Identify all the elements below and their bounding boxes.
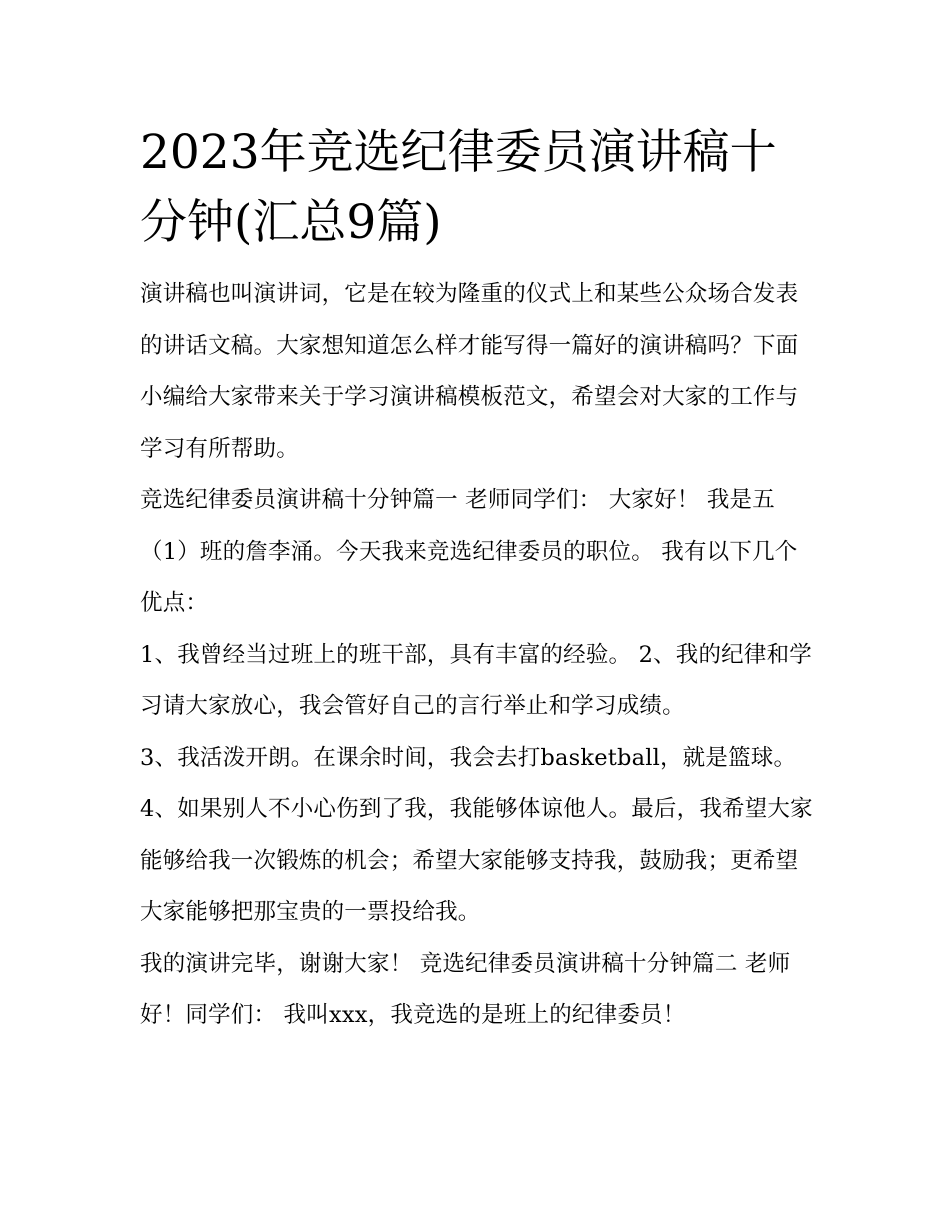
paragraph-intro: 演讲稿也叫演讲词，它是在较为隆重的仪式上和某些公众场合发表的讲话文稿。大家想知道怎么样才能写得一篇好的演讲稿吗？下面小编给大家带来关于学习演讲稿模板范文，希望会对大家的工作与学习有所帮助。 — [140, 281, 799, 462]
paragraph-speech-one-opening: 竞选纪律委员演讲稿十分钟篇一 老师同学们： 大家好！ 我是五（1）班的詹李涌。今天我来竞选纪律委员的职位。 我有以下几个优点： — [140, 487, 798, 616]
paragraph-point-4: 4、如果别人不小心伤到了我，我能够体谅他人。最后，我希望大家能够给我一次锻炼的机会；希望大家能够支持我，鼓励我；更希望大家能够把那宝贵的一票投给我。 — [140, 796, 813, 925]
paragraph-speech-two-opening: 我的演讲完毕，谢谢大家！ 竞选纪律委员演讲稿十分钟篇二 老师好！同学们： 我叫xxx，我竞选的是班上的纪律委员！ — [140, 950, 791, 1028]
title-line-2: 分钟(汇总9篇) — [140, 195, 442, 250]
title-line-1: 2023年竞选纪律委员演讲稿十 — [140, 125, 777, 180]
document-title — [140, 118, 820, 258]
document-body — [140, 269, 820, 1042]
document-page — [140, 118, 820, 1042]
paragraph-point-1-2: 1、我曾经当过班上的班干部，具有丰富的经验。 2、我的纪律和学习请大家放心，我会管好自己的言行举止和学习成绩。 — [140, 641, 812, 719]
paragraph-point-3: 3、我活泼开朗。在课余时间，我会去打basketball，就是篮球。 — [140, 744, 797, 771]
